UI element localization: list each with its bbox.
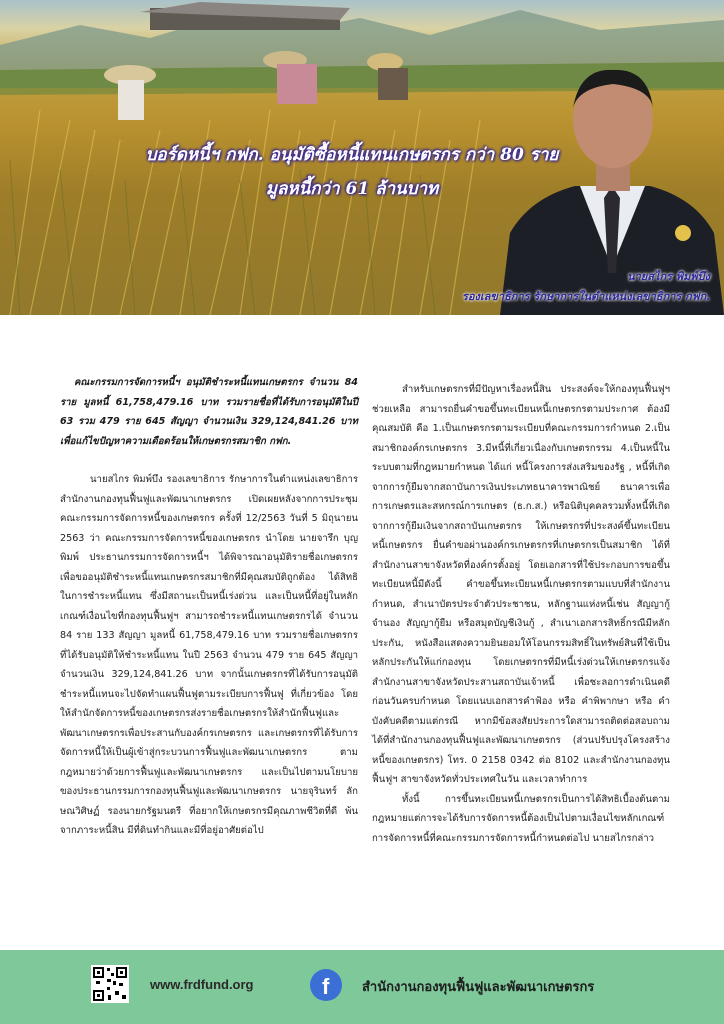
caption-name: นายสไกร พิมพ์บึง bbox=[627, 270, 710, 283]
headline-line-1: บอร์ดหนี้ฯ กฟก. อนุมัติซื้อหนี้แทนเกษตรกร กว่า 80 ราย bbox=[145, 145, 559, 165]
facebook-icon[interactable] bbox=[309, 968, 343, 1002]
article-paragraph-2: สำหรับเกษตรกรที่มีปัญหาเรื่องหนี้สิน ประสงค์จะให้กองทุนฟื้นฟูฯ ช่วยเหลือ สามารถยื่นคำขอขึ้นทะเบียนหนี้เกษตรกรตามประกาศ ต้องมีคุณสมบัติ คือ 1.เป็นเกษตรกรตามระเบียบที่คณะกรรมการกำหนด 2.เป็นสมาชิกองค์กรเกษตรกร 3.มีหนี้ที่เกี่ยวเนื่องกับเกษตรกรรม 4.เป็นหนี้ในระบบตามที่กฎหมายกำหนด ได้แก่ หนี้โครงการส่งเสริมของรัฐ , หนี้ที่เกิดจากการกู้ยืมจากสถาบันการเงินประเภทธนาคารพาณิชย์ ธนาคารเพื่อการเกษตรและสหกรณ์การเกษตร (ธ.ก.ส.) หรือนิติบุคคลรวมทั้งหนี้ที่เกิดจากการกู้ยืมเงินจากสถาบันเกษตรกร ให้เกษตรกรที่ประสงค์ขึ้นทะเบียนหนี้เกษตรกร ยื่นคำขอผ่านองค์กรเกษตรกรที่เกษตรกรเป็นสมาชิก ได้ที่สำนักงานสาขาจังหวัดที่องค์กรตั้งอยู่ โดยเอกสารที่ใช้ประกอบการขอขึ้นทะเบียนหนี้มีดังนี้ คำขอขึ้นทะเบียนหนี้เกษตรกรตามแบบที่สำนักงานกำหนด, สำเนาบัตรประจำตัวประชาชน, หลักฐานแห่งหนี้เช่น สัญญากู้จำนอง สัญญากู้ยืม หรือสมุดบัญชีเงินกู้ , สำเนาเอกสารสิทธิ์กรณีมีหลักประกัน, หนังสือแสดงความยินยอมให้โอนกรรมสิทธิ์ในทรัพย์สินที่ใช้เป็นหลักประกันให้แก่กองทุน โดยเกษตรกรที่มีหนี้เร่งด่วนให้เกษตรกรแจ้งสำนักงานสาขาจังหวัดประสานสถาบันเจ้าหนี้ เพื่อชะลอการดำเนินคดีก่อนวันครบกำหนด โดยแนบเอกสารคำฟ้อง หรือ คำพิพากษา หรือ คำบังคับคดีตามแต่กรณี หากมีข้อสงสัยประการใดสามารถติดต่อสอบถามได้ที่สำนักงานกองทุนฟื้นฟูและพัฒนาเกษตรกร (ส่วนปรับปรุงโครงสร้างหนี้ของเกษตรกร) โทร. 0 2158 0342 ต่อ 8102 และสำนักงานกองทุนฟื้นฟูฯ สาขาจังหวัดทั่วประเทศในวัน และเวลาทำการ bbox=[372, 384, 670, 785]
article-paragraph-1: นายสไกร พิมพ์บึง รองเลขาธิการ รักษาการในตำแหน่งเลขาธิการ สำนักงานกองทุนฟื้นฟูและพัฒนาเกษตรกร เปิดเผยหลังจากการประชุมคณะกรรมการจัดการหนี้ของเกษตรกร ครั้งที่ 12/2563 วันที่ 5 มิถุนายน 2563 ว่า คณะกรรมการจัดการหนี้ของเกษตรกร นำโดย นายจารึก บุญพิมพ์ ประธานกรรมการจัดการหนี้ฯ ได้พิจารณาอนุมัติรายชื่อเกษตรกรเพื่อขออนุมัติชำระหนี้แทนเกษตรกรสมาชิกที่มีคุณสมบัติถูกต้อง ได้สิทธิในการชำระหนี้แทน ซึ่งมีสถานะเป็นหนี้เร่งด่วน และเป็นหนี้ที่อยู่ในหลักเกณฑ์เงื่อนไขที่กองทุนฟื้นฟูฯ สามารถชำระหนี้แทนเกษตรกรได้ จำนวน 84 ราย 133 สัญญา มูลหนี้ 61,758,479.16 บาท รวมรายชื่อเกษตรกรที่ได้รับอนุมัติให้ชำระหนี้แทน ในปี 2563 จำนวน 479 ราย 645 สัญญา จำนวนเงิน 329,124,841.26 บาท จากนั้นเกษตรกรที่ได้รับการอนุมัติชำระหนี้แทนจะไปจัดทำแผนฟื้นฟูตามระเบียบการฟื้นฟู ที่เกี่ยวข้อง โดยให้สำนักจัดการหนี้ของเกษตรกรส่งรายชื่อเกษตรกรให้สำนักฟื้นฟูและพัฒนาเกษตรกรเพื่อประสานกับองค์กรเกษตรกร และเกษตรกรที่ได้รับการจัดการหนี้ให้เป็นผู้เข้าสู่กระบวนการฟื้นฟูและพัฒนาเกษตรกร ตามกฎหมายว่าด้วยการฟื้นฟูและพัฒนาเกษตรกร และเป็นไปตามนโยบายของประธานกรรมการกองทุนฟื้นฟูและพัฒนาเกษตรกร นายจุรินทร์ ลักษณวิศิษฏ์ รองนายกรัฐมนตรี ที่อยากให้เกษตรกรมีคุณภาพชีวิตที่ดี พ้นจากภาระหนี้สิน มีที่ดินทำกินและมีที่อยู่อาศัยต่อไป bbox=[60, 474, 358, 836]
website-link[interactable]: www.frdfund.org bbox=[150, 977, 254, 992]
hero-banner bbox=[0, 0, 724, 315]
qr-code-icon[interactable] bbox=[91, 965, 129, 1003]
caption-title: รองเลขาธิการ รักษาการในตำแหน่งเลขาธิการ กฟก. bbox=[462, 290, 710, 303]
article-lead: คณะกรรมการจัดการหนี้ฯ อนุมัติชำระหนี้แทนเกษตรกร จำนวน 84 ราย มูลหนี้ 61,758,479.16 บาท รวมรายชื่อที่ได้รับการอนุมัติในปี 63 รวม 479 ราย 645 สัญญา จำนวนเงิน 329,124,841.26 บาท เพื่อแก้ไขปัญหาความเดือดร้อนให้เกษตรกรสมาชิก กฟก. bbox=[60, 377, 358, 447]
organization-name: สำนักงานกองทุนฟื้นฟูและพัฒนาเกษตรกร bbox=[362, 980, 595, 995]
article-left-column bbox=[60, 373, 358, 841]
facebook-letter: f bbox=[322, 974, 330, 999]
headline-line-2: มูลหนี้กว่า 61 ล้านบาท bbox=[265, 179, 439, 199]
article-paragraph-3: ทั้งนี้ การขึ้นทะเบียนหนี้เกษตรกรเป็นการได้สิทธิเบื้องต้นตามกฎหมายแต่การจะได้รับการจัดการหนี้ต้องเป็นไปตามเงื่อนไขหลักเกณฑ์การจัดการหนี้ที่คณะกรรมการจัดการหนี้กำหนดต่อไป นายสไกรกล่าว bbox=[372, 793, 670, 844]
article-right-column bbox=[372, 380, 670, 848]
